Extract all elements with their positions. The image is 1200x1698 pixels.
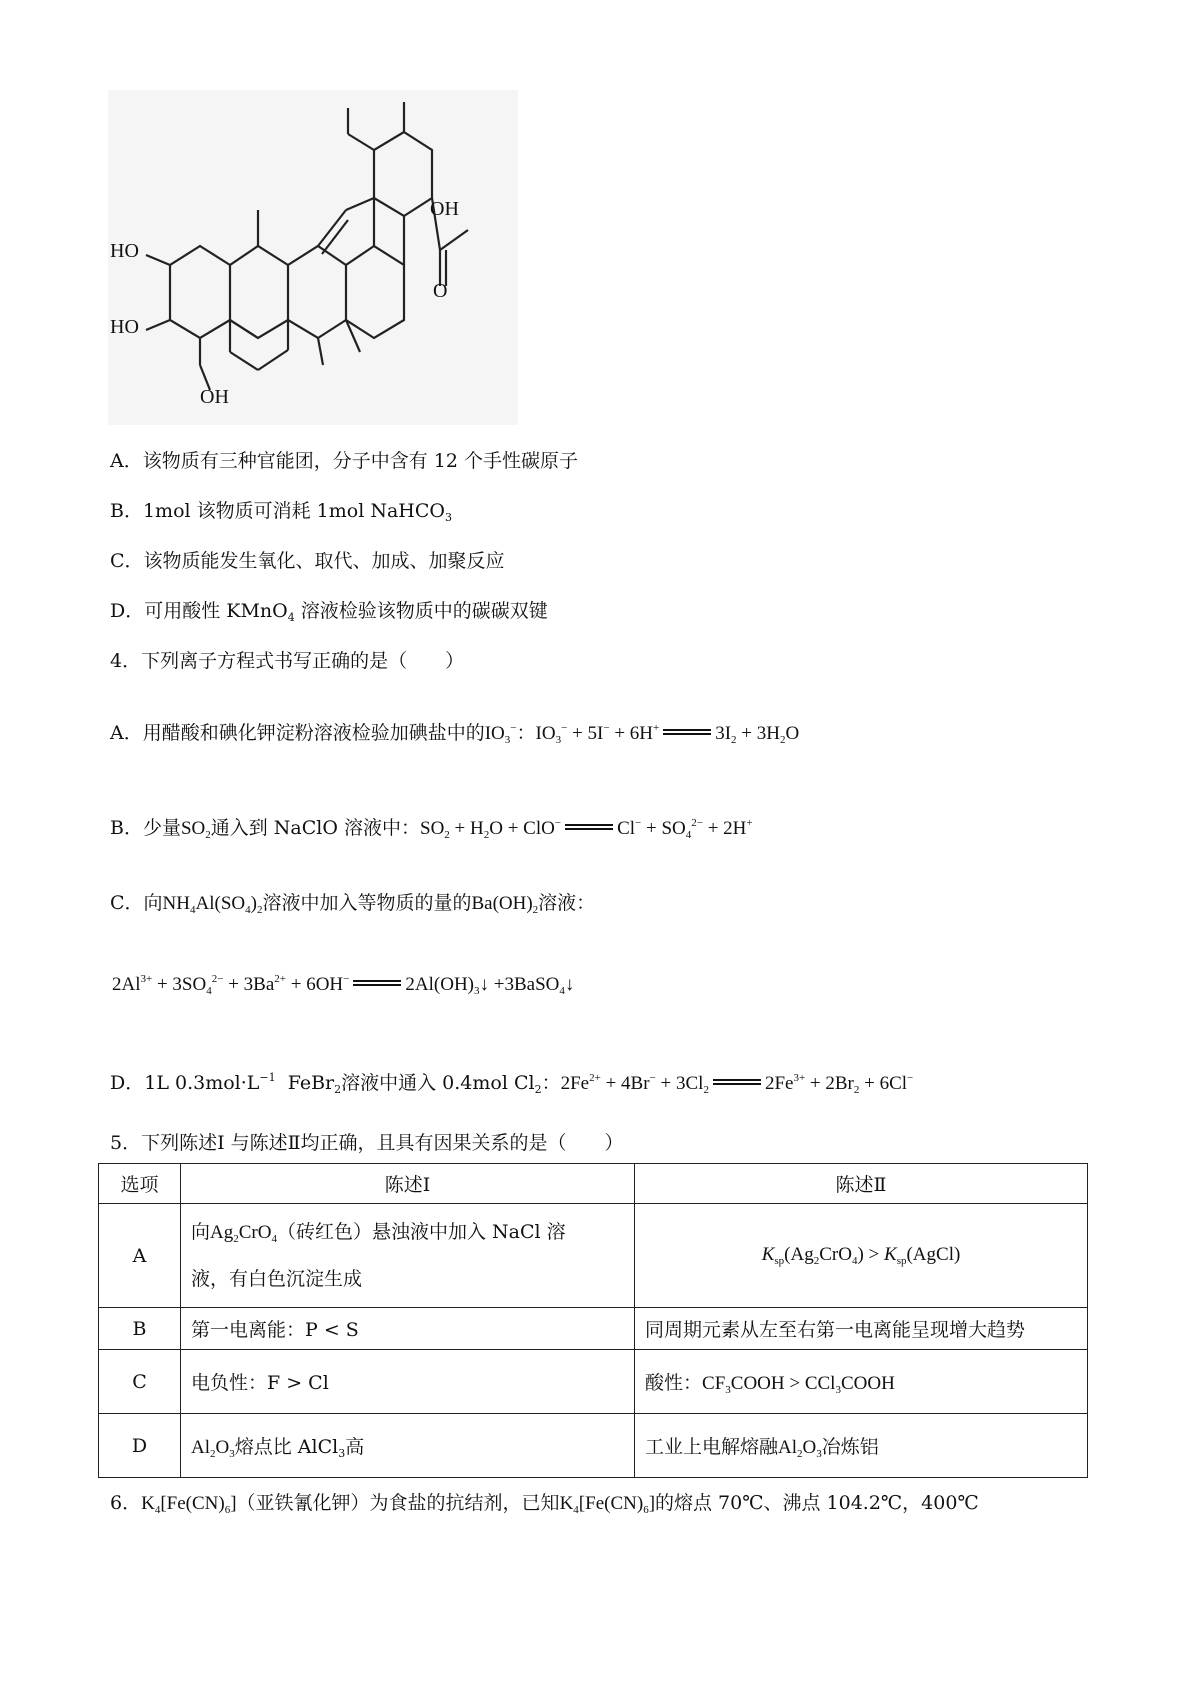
q3-option-c: C．该物质能发生氧化、取代、加成、加聚反应 bbox=[110, 550, 505, 572]
q5-table bbox=[98, 1163, 1088, 1478]
row-statement-2: $K_{sp}(Ag_2CrO_4)$ > $K_{sp}(AgCl)$ bbox=[635, 1204, 1088, 1308]
ho-label-1: HO bbox=[110, 240, 139, 262]
header-statement-1: 陈述Ⅰ bbox=[181, 1164, 635, 1204]
q4-option-c-equation: $2Al^{3+} + 3SO_4^{2-} + 3Ba^{2+} + 6OH^-$ $2Al(OH)_3↓$ +3BaSO$_4$↓ bbox=[112, 973, 575, 997]
row-statement-2: 酸性：$CF_3COOH$ > CCl$_3$COOH bbox=[635, 1350, 1088, 1414]
row-statement-1: 向$Ag_2CrO_4$（砖红色）悬浊液中加入 NaCl 溶 液，有白色沉淀生成 bbox=[181, 1204, 635, 1308]
row-option: B bbox=[99, 1308, 181, 1350]
table-row bbox=[99, 1308, 1088, 1350]
row-statement-1: $Al_2O_3$熔点比 AlCl$_3$高 bbox=[181, 1414, 635, 1478]
q3-option-d: D．可用酸性 KMnO$_4$ 溶液检验该物质中的碳碳双键 bbox=[110, 600, 548, 624]
carbonyl-o-label: O bbox=[433, 280, 448, 302]
table-row bbox=[99, 1350, 1088, 1414]
table-row bbox=[99, 1414, 1088, 1478]
row-option: A bbox=[99, 1204, 181, 1308]
row-option: D bbox=[99, 1414, 181, 1478]
q3-option-b: B．1mol 该物质可消耗 1mol NaHCO$_3$ bbox=[110, 500, 452, 524]
q4-option-d: D．1L $0.3mol\cdot L^{-1}$ FeBr$_2$溶液中通入 0.4mol $Cl_2$：$2Fe^{2+} + 4Br^- + 3Cl_2$ $2Fe^{3+} + 2Br_2 + 6Cl^-$ bbox=[110, 1071, 914, 1096]
ho-label-2: HO bbox=[110, 316, 139, 338]
q4-stem: 4．下列离子方程式书写正确的是（ ） bbox=[110, 650, 465, 672]
oh-bottom-label: OH bbox=[200, 386, 229, 408]
table-header-row bbox=[99, 1164, 1088, 1204]
row-option: C bbox=[99, 1350, 181, 1414]
row-statement-1: 电负性：F > Cl bbox=[181, 1350, 635, 1414]
acid-oh-label: OH bbox=[430, 198, 459, 220]
q6-stem: 6．$K_4[Fe(CN)_6]$（亚铁氰化钾）为食盐的抗结剂，已知$K_4[Fe(CN)_6]$的熔点 70℃、沸点 104.2℃，400℃ bbox=[110, 1492, 979, 1516]
molecule-structure bbox=[108, 90, 518, 425]
row-statement-2: 同周期元素从左至右第一电离能呈现增大趋势 bbox=[635, 1308, 1088, 1350]
q4-option-a: A．用醋酸和碘化钾淀粉溶液检验加碘盐中的$IO_3^-$：$IO_3^- + 5I^- + 6H^+$ $3I_2 + 3H_2O$ bbox=[110, 722, 800, 746]
header-statement-2: 陈述Ⅱ bbox=[635, 1164, 1088, 1204]
row-statement-2: 工业上电解熔融$Al_2O_3$冶炼铝 bbox=[635, 1414, 1088, 1478]
header-option: 选项 bbox=[99, 1164, 181, 1204]
q4-option-b: B．少量$SO_2$通入到 NaClO 溶液中：$SO_2 + H_2O + ClO^-$ $Cl^- + SO_4^{2-} + 2H^+$ bbox=[110, 817, 753, 841]
table-row bbox=[99, 1204, 1088, 1308]
molecule-figure bbox=[108, 90, 518, 425]
q4-option-c: C．向$NH_4Al(SO_4)_2$溶液中加入等物质的量的$Ba(OH)_2$溶液： bbox=[110, 892, 596, 916]
q3-option-a: A．该物质有三种官能团，分子中含有 12 个手性碳原子 bbox=[110, 450, 578, 472]
row-statement-1: 第一电离能：P < S bbox=[181, 1308, 635, 1350]
q5-stem: 5．下列陈述Ⅰ 与陈述Ⅱ均正确，且具有因果关系的是（ ） bbox=[110, 1132, 624, 1154]
